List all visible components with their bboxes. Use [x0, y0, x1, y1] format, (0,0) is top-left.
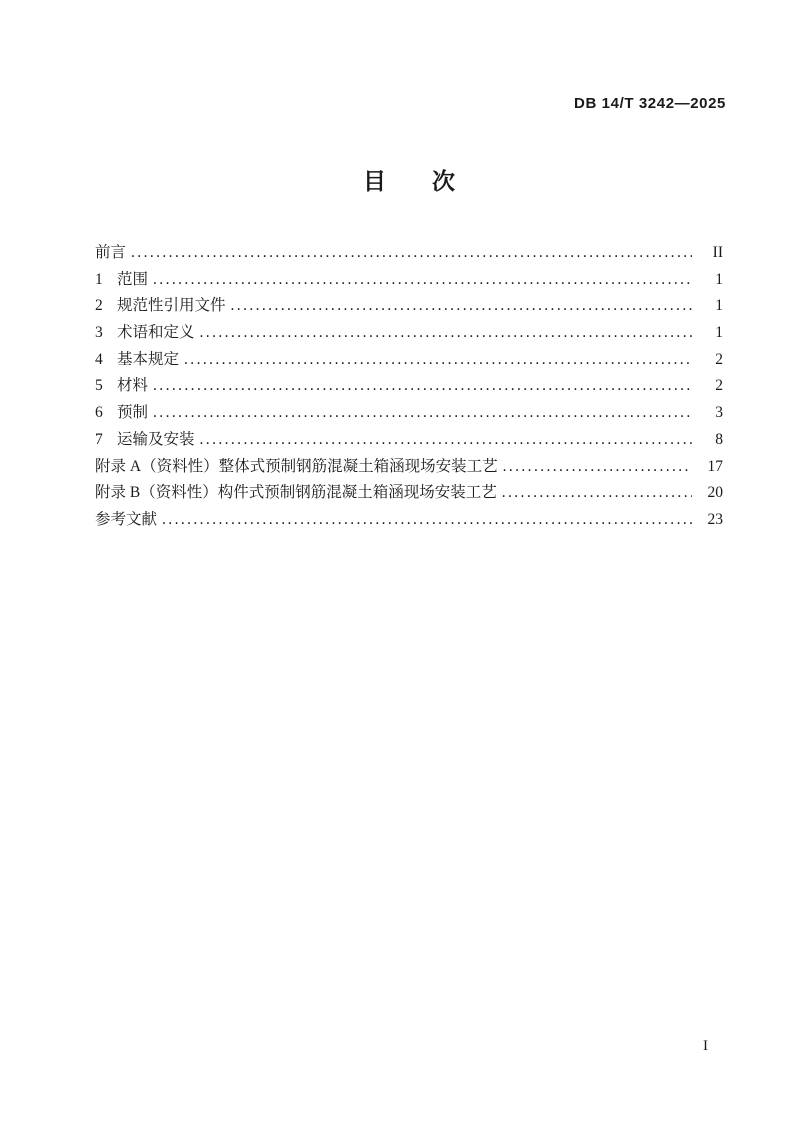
toc-entry-title: 前言: [95, 244, 127, 261]
toc-leader-dots: [179, 347, 692, 374]
toc-entry-number: 6: [95, 404, 103, 422]
toc-entry-page-number: 17: [707, 457, 723, 475]
toc-entry-page-number: 1: [715, 324, 723, 342]
toc-leader-dots: [497, 480, 692, 507]
toc-leader-dots: [195, 427, 692, 454]
toc-leader-dots: [148, 400, 692, 427]
toc-entry-page-number: II: [712, 244, 723, 261]
toc-entry: [95, 400, 723, 427]
toc-entry: [95, 320, 723, 347]
toc-leader-dots: [157, 507, 692, 534]
toc-entry-page-number: 8: [715, 430, 723, 448]
toc-entry-number: 1: [95, 270, 103, 288]
toc-entry-title: 运输及安装: [117, 430, 195, 448]
toc-entry-number: 7: [95, 430, 103, 448]
toc-page-title: 目 次: [363, 168, 455, 194]
toc-entry: [95, 507, 723, 534]
toc-entry-title: 范围: [117, 270, 149, 288]
toc-entry-number: 3: [95, 324, 103, 342]
toc-entry-title: 材料: [117, 377, 149, 395]
toc-entry-number: 5: [95, 377, 103, 395]
toc-entry-title: 附录 B（资料性）构件式预制钢筋混凝土箱涵现场安装工艺: [95, 484, 497, 502]
toc-entry: [95, 293, 723, 320]
toc-entry-page-number: 2: [715, 377, 723, 395]
toc-entry-title: 预制: [117, 404, 149, 422]
toc-leader-dots: [126, 240, 692, 267]
toc-entry: [95, 480, 723, 507]
toc-leader-dots: [148, 373, 692, 400]
standard-code: DB 14/T 3242—2025: [574, 95, 726, 112]
toc-entry: [95, 373, 723, 400]
toc-entry-page-number: 20: [707, 484, 723, 502]
toc-entry: [95, 240, 723, 267]
toc-entry-number: 4: [95, 350, 103, 368]
toc-entry-page-number: 2: [715, 350, 723, 368]
toc-leader-dots: [195, 320, 692, 347]
toc-list: [95, 240, 723, 534]
toc-entry: [95, 427, 723, 454]
toc-entry: [95, 454, 723, 481]
toc-entry-page-number: 23: [707, 510, 723, 528]
toc-leader-dots: [148, 267, 692, 294]
toc-entry-number: 2: [95, 297, 103, 315]
toc-entry-page-number: 1: [715, 297, 723, 315]
toc-entry-title: 参考文献: [95, 510, 158, 528]
toc-leader-dots: [498, 454, 692, 481]
footer-page-number: I: [703, 1038, 708, 1054]
toc-leader-dots: [226, 293, 692, 320]
toc-entry: [95, 267, 723, 294]
toc-entry-page-number: 3: [715, 404, 723, 422]
toc-entry-page-number: 1: [715, 270, 723, 288]
toc-entry-title: 规范性引用文件: [117, 297, 226, 315]
toc-entry: [95, 347, 723, 374]
toc-entry-title: 术语和定义: [117, 324, 195, 342]
toc-entry-title: 附录 A（资料性）整体式预制钢筋混凝土箱涵现场安装工艺: [95, 457, 498, 475]
toc-entry-title: 基本规定: [117, 350, 180, 368]
